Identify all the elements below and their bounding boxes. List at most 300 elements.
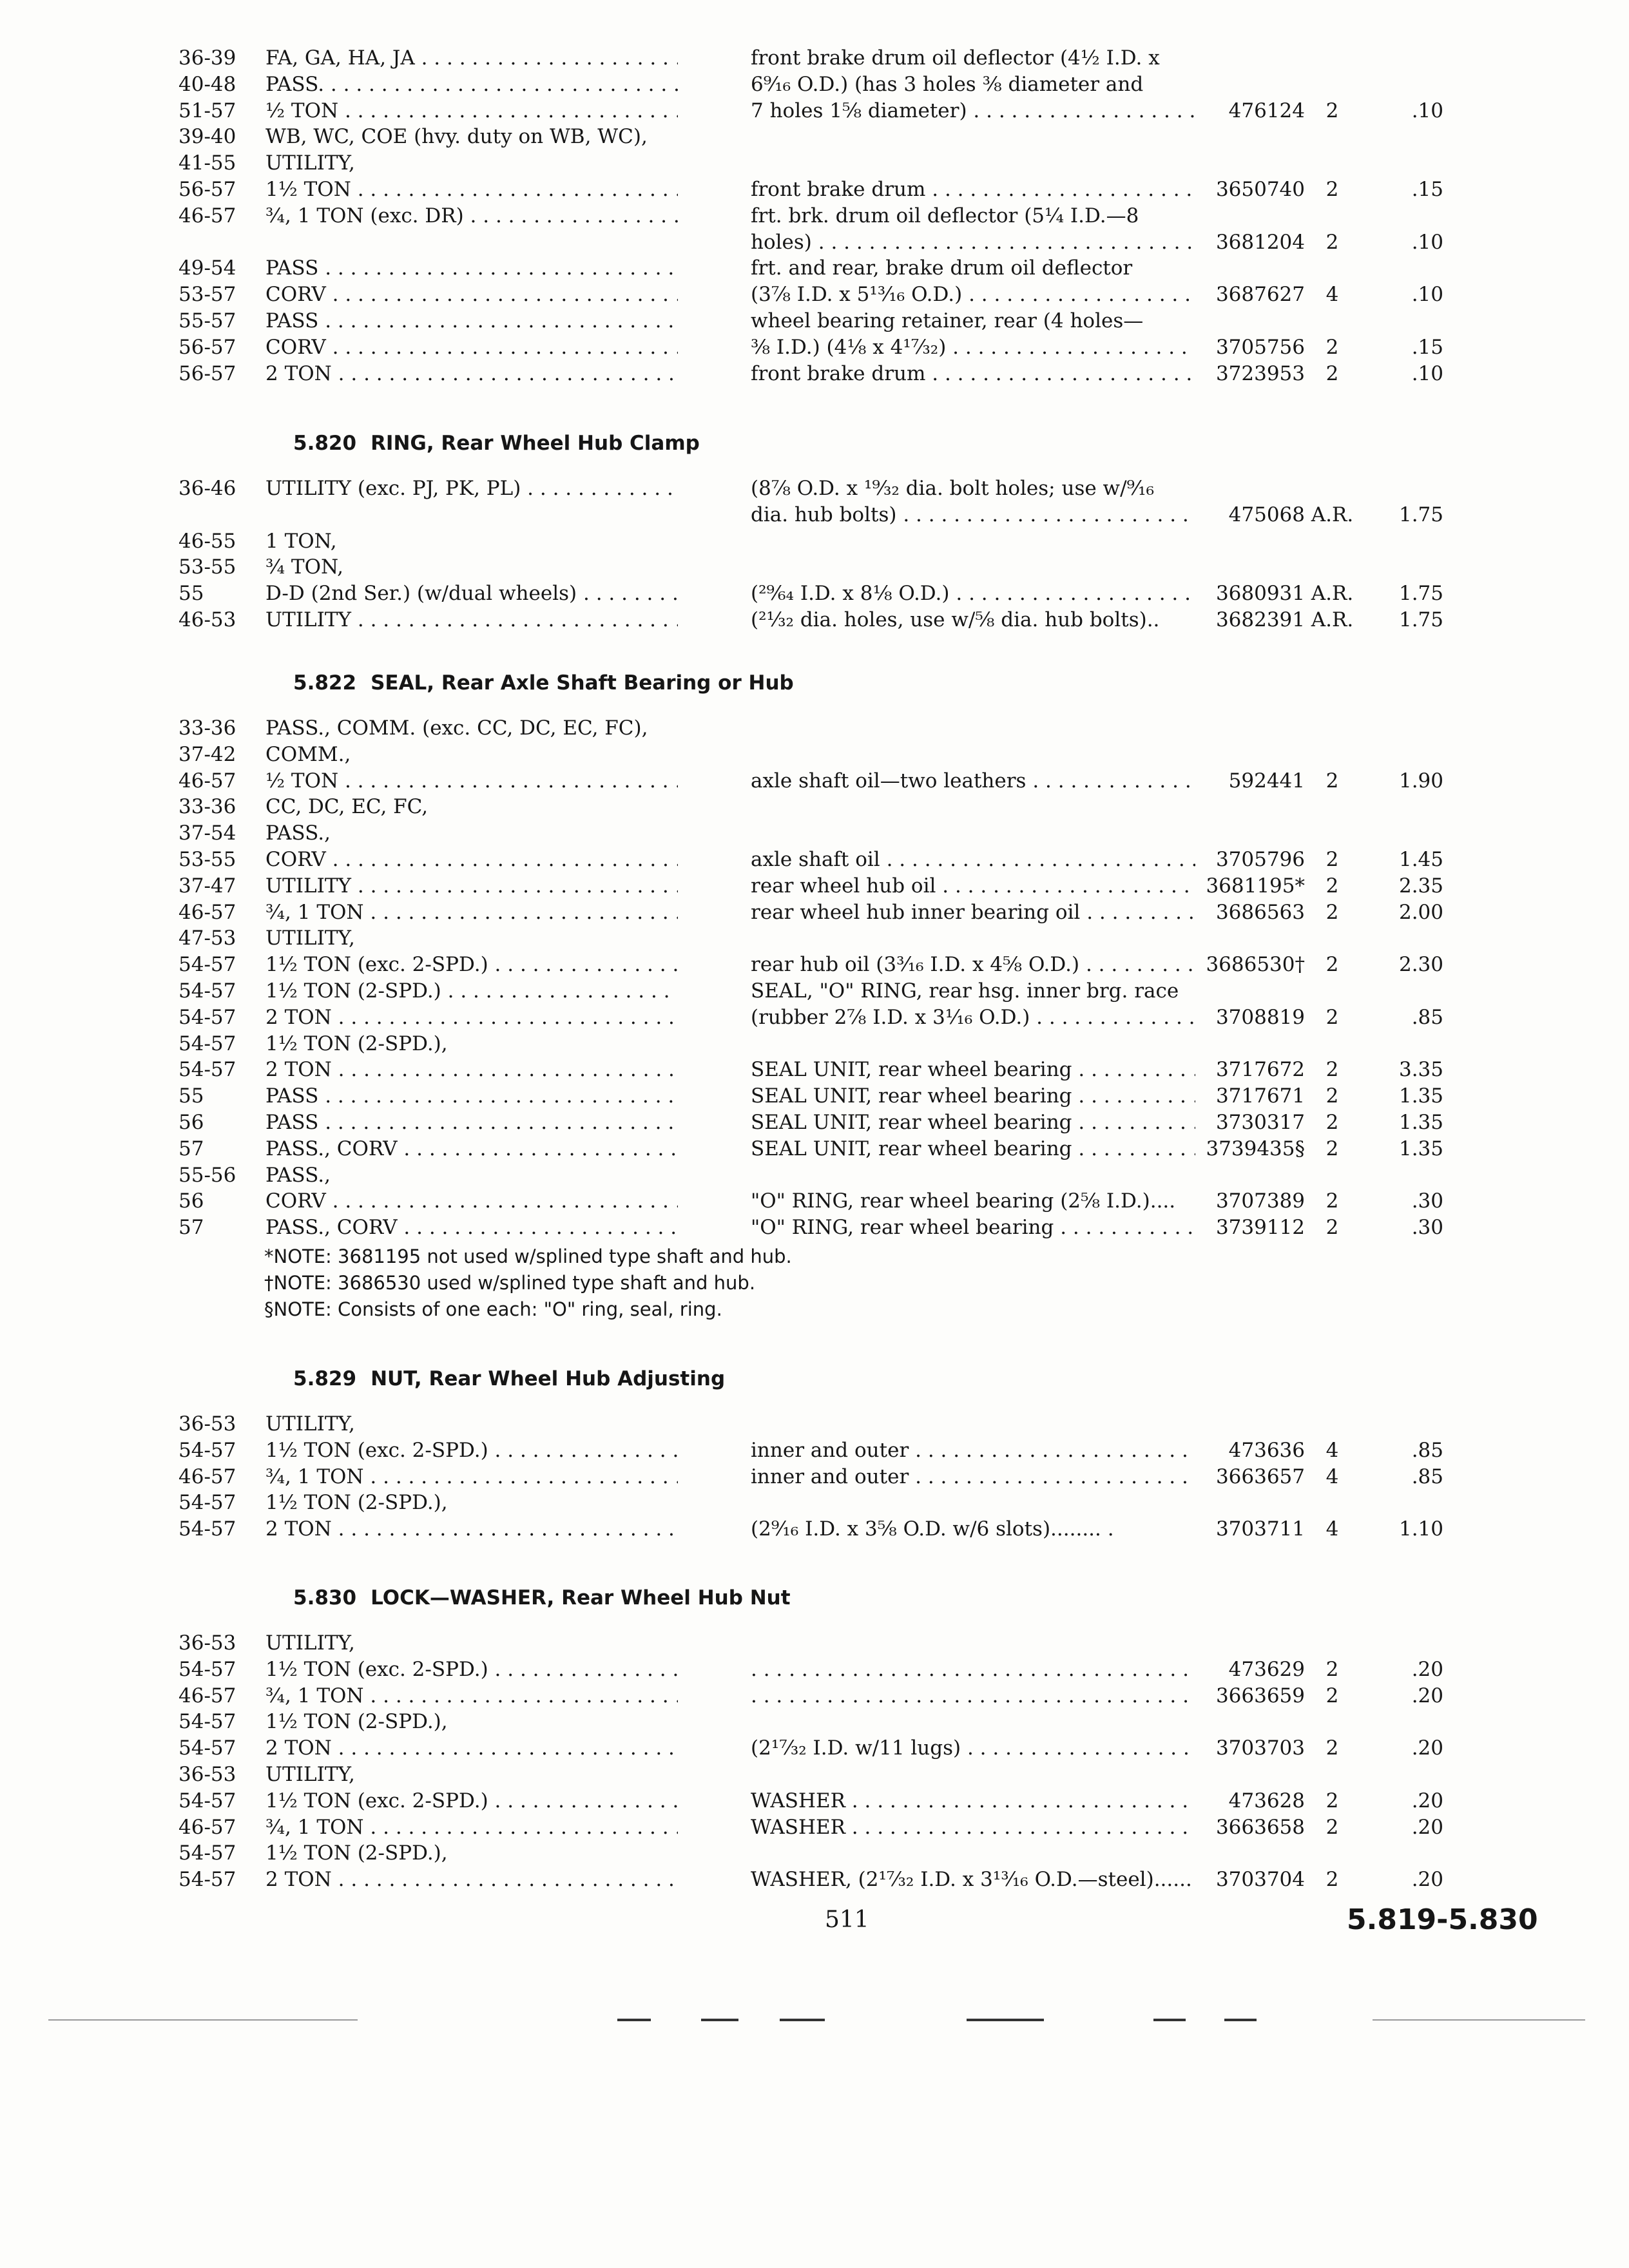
model-years: 55 (178, 1084, 204, 1108)
part-number: 3739435§ (1206, 1137, 1305, 1160)
model-years: 54-57 (178, 953, 236, 977)
part-number: 3708819 (1215, 1005, 1305, 1029)
part-description-text: inner and outer . . . (751, 1465, 1195, 1488)
application-text: ¾, 1 TON . . . (265, 1684, 678, 1707)
model-years: 36-53 (178, 1763, 236, 1786)
section-number: 5.830 (293, 1586, 357, 1610)
part-number: 3705796 (1215, 848, 1305, 871)
part-description (751, 1814, 1195, 1840)
part-number: 3687627 (1215, 283, 1305, 307)
model-years: 54-57 (178, 1736, 236, 1760)
model-years: 56-57 (178, 335, 236, 359)
part-number: 3663658 (1215, 1815, 1305, 1839)
quantity: A.R. (1311, 608, 1354, 631)
section-number: 5.829 (293, 1367, 357, 1390)
price: 1.90 (1398, 769, 1443, 793)
section-heading (293, 430, 700, 456)
application: ¾ TON, (265, 555, 343, 579)
application (265, 1188, 678, 1214)
catalog-row (0, 581, 1629, 606)
application-text: UTILITY . . . (265, 874, 678, 898)
section-title: LOCK—WASHER, Rear Wheel Hub Nut (371, 1586, 791, 1610)
catalog-row (0, 177, 1629, 202)
catalog-row (0, 978, 1629, 1004)
catalog-row (0, 502, 1629, 528)
model-years: 37-54 (178, 822, 236, 845)
part-number: 473628 (1228, 1789, 1305, 1812)
quantity: 2 (1325, 1736, 1339, 1760)
application: UTILITY, (265, 151, 355, 175)
section-heading (293, 1585, 791, 1611)
model-years: 54-57 (178, 1710, 236, 1734)
part-description: 6⁹⁄₁₆ O.D.) (has 3 holes ⅜ diameter and (751, 72, 1144, 96)
quantity: 2 (1325, 1084, 1339, 1108)
part-description-text: axle shaft oil . . . (751, 848, 1195, 871)
price: .10 (1411, 361, 1443, 385)
part-number: 592441 (1228, 769, 1305, 793)
application (265, 1788, 678, 1814)
quantity: 2 (1325, 335, 1339, 359)
application-text: UTILITY (exc. PJ, PK, PL) . . . (265, 477, 678, 500)
catalog-row (0, 308, 1629, 334)
application-text: PASS . . . (265, 256, 678, 280)
part-description (751, 1464, 1195, 1490)
part-description (751, 1057, 1195, 1082)
quantity: A.R. (1311, 582, 1354, 606)
catalog-row (0, 255, 1629, 281)
price: .10 (1411, 283, 1443, 307)
application: UTILITY, (265, 1763, 355, 1786)
quantity: A.R. (1311, 503, 1354, 526)
model-years: 56 (178, 1189, 204, 1213)
quantity: 4 (1325, 1517, 1339, 1541)
part-description (751, 952, 1195, 977)
price: .85 (1411, 1005, 1443, 1029)
application: 1 TON, (265, 529, 337, 553)
application (265, 1110, 678, 1135)
part-number: 3680931 (1215, 582, 1305, 606)
price: .20 (1411, 1684, 1443, 1707)
catalog-row (0, 925, 1629, 951)
application: 1½ TON (2-SPD.), (265, 1491, 448, 1515)
section-number: 5.820 (293, 432, 357, 455)
price: .20 (1411, 1657, 1443, 1681)
application-text: ¾, 1 TON . . . (265, 901, 678, 924)
quantity: 2 (1325, 230, 1339, 254)
price: 2.30 (1398, 953, 1443, 977)
price: .10 (1411, 99, 1443, 122)
application: CC, DC, EC, FC, (265, 795, 429, 819)
model-years: 39-40 (178, 125, 236, 149)
part-description (751, 1215, 1195, 1240)
model-years: 55-57 (178, 309, 236, 332)
part-number: 3681204 (1215, 230, 1305, 254)
quantity: 2 (1325, 900, 1339, 924)
application-text: CORV . . . (265, 336, 678, 359)
catalog-row (0, 150, 1629, 176)
part-description-text: inner and outer . . . (751, 1439, 1195, 1462)
model-years: 36-53 (178, 1412, 236, 1436)
application: 1½ TON (2-SPD.), (265, 1032, 448, 1055)
catalog-row (0, 715, 1629, 741)
scan-edge-line (48, 2019, 358, 2021)
application: PASS., (265, 822, 331, 845)
application-text: ¾, 1 TON . . . (265, 1816, 678, 1839)
catalog-row (0, 1437, 1629, 1463)
scan-dash (967, 2019, 1044, 2021)
model-years: 55 (178, 582, 204, 606)
catalog-row (0, 124, 1629, 149)
price: 1.75 (1398, 503, 1443, 526)
section-title: RING, Rear Wheel Hub Clamp (371, 432, 700, 455)
application-text: 2 TON . . . (265, 1006, 678, 1029)
application: WB, WC, COE (hvy. duty on WB, WC), (265, 125, 648, 149)
model-years: 53-57 (178, 283, 236, 307)
quantity: 2 (1325, 1216, 1339, 1240)
application-text: ¾, 1 TON (exc. DR) . . . (265, 204, 678, 227)
part-description-text (751, 1684, 1195, 1707)
price: 1.75 (1398, 608, 1443, 631)
model-years: 47-53 (178, 927, 236, 950)
price: 1.75 (1398, 582, 1443, 606)
scan-edge-line (1373, 2019, 1585, 2021)
part-description (751, 229, 1195, 255)
application (265, 334, 678, 360)
quantity: 4 (1325, 283, 1339, 307)
part-number: 473629 (1228, 1657, 1305, 1681)
footnote: *NOTE: 3681195 not used w/splined type shaft and hub. (264, 1245, 792, 1267)
section-number: 5.822 (293, 671, 357, 695)
application-text: CORV . . . (265, 848, 678, 871)
price: .15 (1411, 178, 1443, 201)
quantity: 2 (1325, 99, 1339, 122)
catalog-row (0, 847, 1629, 872)
application (265, 1437, 678, 1463)
catalog-row (0, 1683, 1629, 1709)
catalog-row (0, 1840, 1629, 1866)
catalog-row (0, 1083, 1629, 1109)
part-description-text (751, 1658, 1195, 1681)
application: 1½ TON (2-SPD.), (265, 1710, 448, 1734)
quantity: 4 (1325, 1438, 1339, 1462)
application (265, 607, 678, 633)
part-number: 3703704 (1215, 1868, 1305, 1892)
part-description-text: front brake drum . . . (751, 178, 1195, 201)
part-number: 3682391 (1215, 608, 1305, 631)
quantity: 2 (1325, 769, 1339, 793)
application (265, 899, 678, 925)
model-years: 56 (178, 1111, 204, 1134)
part-description: SEAL, "O" RING, rear hsg. inner brg. race (751, 979, 1179, 1003)
catalog-row (0, 1031, 1629, 1057)
application: COMM., (265, 742, 351, 766)
part-number: 473636 (1228, 1438, 1305, 1462)
model-years: 33-36 (178, 716, 236, 740)
model-years: 54-57 (178, 1058, 236, 1082)
catalog-row (0, 528, 1629, 554)
price: .30 (1411, 1189, 1443, 1213)
part-number: 3707389 (1215, 1189, 1305, 1213)
catalog-row (0, 98, 1629, 124)
catalog-row (0, 742, 1629, 767)
quantity: 2 (1325, 874, 1339, 898)
part-description-text: rear wheel hub inner bearing oil . . . (751, 901, 1195, 924)
application (265, 847, 678, 872)
price: .85 (1411, 1438, 1443, 1462)
application (265, 952, 678, 977)
quantity: 2 (1325, 1789, 1339, 1812)
part-description-text: SEAL UNIT, rear wheel bearing . . . (751, 1058, 1195, 1081)
part-number: 3686563 (1215, 900, 1305, 924)
catalog-row (0, 229, 1629, 255)
catalog-row (0, 1411, 1629, 1437)
quantity: 2 (1325, 1657, 1339, 1681)
section-title: SEAL, Rear Axle Shaft Bearing or Hub (371, 671, 794, 695)
model-years: 54-57 (178, 1491, 236, 1515)
application (265, 581, 678, 606)
quantity: 4 (1325, 1465, 1339, 1488)
part-description-text: holes) . . . (751, 231, 1195, 254)
price: .20 (1411, 1736, 1443, 1760)
part-description (751, 177, 1195, 202)
part-description-text: dia. hub bolts) . . . (751, 503, 1195, 526)
part-description: front brake drum oil deflector (4½ I.D. x (751, 46, 1160, 70)
quantity: 2 (1325, 178, 1339, 201)
model-years: 46-57 (178, 1465, 236, 1488)
model-years: 46-57 (178, 1815, 236, 1839)
part-number: 3723953 (1215, 361, 1305, 385)
part-description (751, 502, 1195, 528)
application (265, 1683, 678, 1709)
price: 1.35 (1398, 1084, 1443, 1108)
application (265, 1867, 678, 1892)
catalog-row (0, 1788, 1629, 1814)
price: .20 (1411, 1789, 1443, 1812)
part-description-text: ⅜ I.D.) (4⅛ x 4¹⁷⁄₃₂) . . . (751, 336, 1195, 359)
catalog-row (0, 794, 1629, 820)
part-number: 3686530† (1206, 953, 1305, 977)
price: 2.00 (1398, 900, 1443, 924)
quantity: 2 (1325, 1111, 1339, 1134)
quantity: 2 (1325, 1815, 1339, 1839)
scan-dash (701, 2019, 738, 2021)
model-years: 46-57 (178, 900, 236, 924)
application-text: 1½ TON (exc. 2-SPD.) . . . (265, 1439, 678, 1462)
catalog-row (0, 1867, 1629, 1892)
model-years: 57 (178, 1137, 204, 1160)
catalog-row (0, 1657, 1629, 1682)
catalog-row (0, 45, 1629, 71)
model-years: 37-42 (178, 742, 236, 766)
quantity: 2 (1325, 953, 1339, 977)
part-description: "O" RING, rear wheel bearing (2⅝ I.D.).... (751, 1189, 1176, 1213)
model-years: 51-57 (178, 99, 236, 122)
model-years: 46-55 (178, 529, 236, 553)
catalog-row (0, 1490, 1629, 1515)
application (265, 361, 678, 387)
application-text: D-D (2nd Ser.) (w/dual wheels) . . . (265, 582, 678, 605)
application (265, 1464, 678, 1490)
application (265, 45, 678, 71)
application (265, 282, 678, 307)
quantity: 2 (1325, 1868, 1339, 1892)
catalog-row (0, 1762, 1629, 1787)
application (265, 1657, 678, 1682)
section-heading (293, 670, 794, 696)
part-description (751, 1110, 1195, 1135)
catalog-row (0, 1516, 1629, 1542)
application-text: 1½ TON (exc. 2-SPD.) . . . (265, 1789, 678, 1812)
price: .15 (1411, 335, 1443, 359)
part-description (751, 899, 1195, 925)
part-description-text: rear hub oil (3³⁄₁₆ I.D. x 4⅝ O.D.) . . . (751, 953, 1195, 976)
catalog-row (0, 873, 1629, 899)
application-text: FA, GA, HA, JA . . . (265, 46, 678, 70)
part-description: frt. and rear, brake drum oil deflector (751, 256, 1133, 280)
model-years: 55-56 (178, 1163, 236, 1187)
price: 3.35 (1398, 1058, 1443, 1082)
price: .30 (1411, 1216, 1443, 1240)
catalog-row (0, 1709, 1629, 1735)
part-number: 3663657 (1215, 1465, 1305, 1488)
application: UTILITY, (265, 1412, 355, 1436)
quantity: 2 (1325, 1137, 1339, 1160)
catalog-row (0, 952, 1629, 977)
part-description (751, 1683, 1195, 1709)
application: PASS., COMM. (exc. CC, DC, EC, FC), (265, 716, 648, 740)
part-number: 3703711 (1215, 1517, 1305, 1541)
application (265, 177, 678, 202)
part-number: 3705756 (1215, 335, 1305, 359)
application-text: 1½ TON (exc. 2-SPD.) . . . (265, 1658, 678, 1681)
application (265, 1516, 678, 1542)
model-years: 56-57 (178, 178, 236, 201)
application (265, 873, 678, 899)
price: 1.35 (1398, 1111, 1443, 1134)
part-description-text: 7 holes 1⅝ diameter) . . . (751, 99, 1195, 122)
quantity: 2 (1325, 848, 1339, 871)
part-description-text: (2¹⁷⁄₃₂ I.D. w/11 lugs) . . . (751, 1736, 1195, 1760)
part-description-text: rear wheel hub oil . . . (751, 874, 1195, 898)
part-description-text: (²⁹⁄₆₄ I.D. x 8⅛ O.D.) . . . (751, 582, 1195, 605)
footnote: §NOTE: Consists of one each: "O" ring, seal, ring. (264, 1298, 722, 1320)
part-description (751, 873, 1195, 899)
model-years: 54-57 (178, 1657, 236, 1681)
catalog-row (0, 1464, 1629, 1490)
part-description-text: front brake drum . . . (751, 362, 1195, 385)
part-description (751, 1136, 1195, 1162)
model-years: 33-36 (178, 795, 236, 819)
part-description (751, 768, 1195, 794)
price: 1.45 (1398, 848, 1443, 871)
application (265, 203, 678, 229)
application (265, 476, 678, 501)
part-number: 3681195* (1206, 874, 1305, 898)
model-years: 54-57 (178, 979, 236, 1003)
application (265, 768, 678, 794)
catalog-row (0, 1162, 1629, 1188)
application (265, 255, 678, 281)
part-number: 3703703 (1215, 1736, 1305, 1760)
scan-dash (1153, 2019, 1186, 2021)
part-description-text: WASHER . . . (751, 1816, 1195, 1839)
catalog-row (0, 1110, 1629, 1135)
application (265, 308, 678, 334)
scan-dash (1224, 2019, 1257, 2021)
catalog-row (0, 1004, 1629, 1030)
application-text: ½ TON . . . (265, 99, 678, 122)
part-number: 3730317 (1215, 1111, 1305, 1134)
catalog-row (0, 820, 1629, 846)
model-years: 54-57 (178, 1032, 236, 1055)
part-description: frt. brk. drum oil deflector (5¼ I.D.—8 (751, 204, 1139, 227)
application-text: PASS . . . (265, 309, 678, 332)
part-description (751, 361, 1195, 387)
price: .85 (1411, 1465, 1443, 1488)
application-text: 2 TON . . . (265, 362, 678, 385)
part-number: 3663659 (1215, 1684, 1305, 1707)
application-text: ¾, 1 TON . . . (265, 1465, 678, 1488)
catalog-row (0, 282, 1629, 307)
application (265, 98, 678, 124)
catalog-row (0, 1188, 1629, 1214)
part-description (751, 98, 1195, 124)
application: UTILITY, (265, 1631, 355, 1655)
part-description (751, 1657, 1195, 1682)
catalog-row (0, 1735, 1629, 1761)
model-years: 36-53 (178, 1631, 236, 1655)
quantity: 2 (1325, 1058, 1339, 1082)
application (265, 978, 678, 1004)
application-text: 2 TON . . . (265, 1868, 678, 1891)
part-description-text: (3⅞ I.D. x 5¹³⁄₁₆ O.D.) . . . (751, 283, 1195, 306)
model-years: 46-57 (178, 204, 236, 227)
model-years: 46-57 (178, 1684, 236, 1707)
part-description: (²¹⁄₃₂ dia. holes, use w/⅝ dia. hub bolts).. (751, 608, 1160, 631)
application (265, 1814, 678, 1840)
model-years: 54-57 (178, 1438, 236, 1462)
part-description (751, 1788, 1195, 1814)
footnote: †NOTE: 3686530 used w/splined type shaft and hub. (264, 1271, 756, 1294)
application-text: 2 TON . . . (265, 1058, 678, 1081)
application (265, 1057, 678, 1082)
part-description (751, 581, 1195, 606)
application-text: PASS., CORV . . . (265, 1137, 678, 1160)
part-description (751, 847, 1195, 872)
page-number: 511 (825, 1907, 869, 1933)
catalog-row (0, 476, 1629, 501)
part-number: 3717671 (1215, 1084, 1305, 1108)
application-text: ½ TON . . . (265, 769, 678, 793)
part-description: wheel bearing retainer, rear (4 holes— (751, 309, 1144, 332)
model-years: 40-48 (178, 72, 236, 96)
part-number: 475068 (1228, 503, 1305, 526)
part-number: 3739112 (1215, 1216, 1305, 1240)
part-description: WASHER, (2¹⁷⁄₃₂ I.D. x 3¹³⁄₁₆ O.D.—steel)...... (751, 1868, 1192, 1892)
catalog-row (0, 1630, 1629, 1656)
scan-dash (617, 2019, 651, 2021)
part-number: 476124 (1228, 99, 1305, 122)
catalog-row (0, 1215, 1629, 1240)
application: 1½ TON (2-SPD.), (265, 1841, 448, 1865)
application-text: PASS . . . (265, 1111, 678, 1134)
model-years: 54-57 (178, 1005, 236, 1029)
catalog-row (0, 1057, 1629, 1082)
application: PASS., (265, 1163, 331, 1187)
application (265, 1136, 678, 1162)
application (265, 1004, 678, 1030)
application-text: 1½ TON (exc. 2-SPD.) . . . (265, 953, 678, 976)
